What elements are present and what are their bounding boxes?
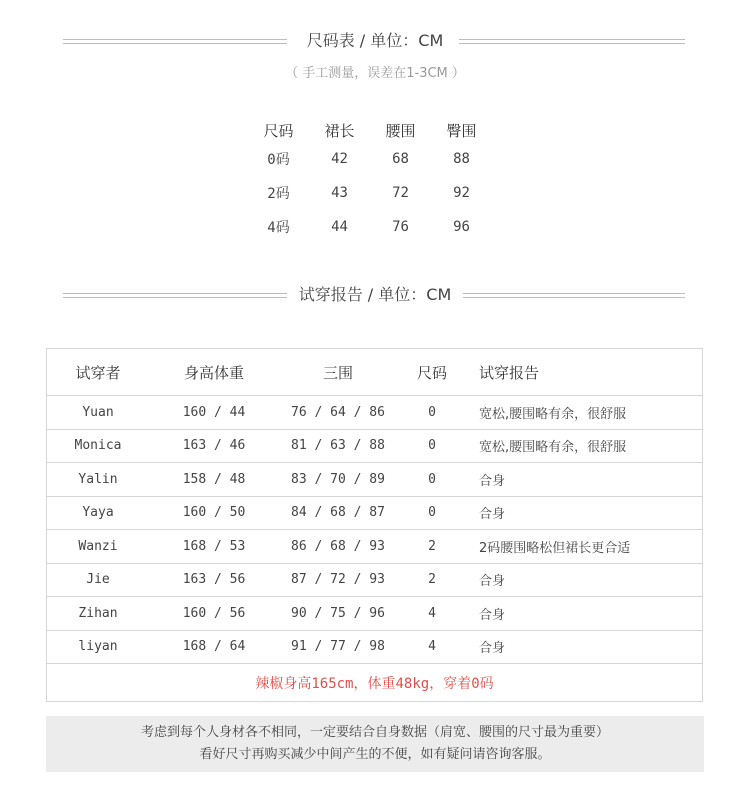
measurements: 91 / 77 / 98 bbox=[279, 630, 397, 664]
height-weight: 168 / 53 bbox=[149, 530, 279, 564]
height-weight: 168 / 64 bbox=[149, 630, 279, 664]
size-table bbox=[248, 118, 492, 244]
model-note: 辣椒身高165cm，体重48kg，穿着0码 bbox=[255, 676, 494, 692]
measurements: 83 / 70 / 89 bbox=[279, 463, 397, 497]
footer-line-1: 考虑到每个人身材各不相同，一定要结合自身数据（肩宽、腰围的尺寸最为重要） bbox=[140, 725, 609, 740]
measurements: 81 / 63 / 88 bbox=[279, 429, 397, 463]
tester-name: Yaya bbox=[47, 496, 149, 530]
size-chart-subtitle: （ 手工测量，误差在1-3CM ） bbox=[285, 66, 465, 81]
size-header-cell: 腰围 bbox=[385, 121, 416, 140]
size-cell: 4码 bbox=[267, 220, 290, 236]
size-chart-title-row bbox=[0, 30, 750, 54]
fit-header-size: 尺码 bbox=[397, 349, 467, 396]
size-cell: 96 bbox=[453, 219, 470, 235]
size-header-cell: 尺码 bbox=[263, 121, 294, 140]
size-header-cell: 臀围 bbox=[446, 121, 477, 140]
fit-report-title: 试穿报告 / 单位：CM bbox=[298, 285, 452, 304]
measurements: 76 / 64 / 86 bbox=[279, 396, 397, 430]
fit-report-table-box bbox=[46, 348, 703, 702]
fit-report-table bbox=[47, 349, 702, 664]
size-worn: 0 bbox=[397, 463, 467, 497]
size-worn: 0 bbox=[397, 429, 467, 463]
size-cell: 88 bbox=[453, 151, 470, 167]
height-weight: 163 / 56 bbox=[149, 563, 279, 597]
size-header-cell: 裙长 bbox=[324, 121, 355, 140]
tester-name: Jie bbox=[47, 563, 149, 597]
fit-comment: 合身 bbox=[467, 630, 702, 664]
fit-report-title-row bbox=[0, 284, 750, 308]
fit-table-row bbox=[47, 563, 702, 597]
size-table-row bbox=[248, 210, 492, 244]
fit-comment: 宽松,腰围略有余，很舒服 bbox=[467, 429, 702, 463]
tester-name: Yuan bbox=[47, 396, 149, 430]
footer-line-2: 看好尺寸再购买减少中间产生的不便，如有疑问请咨询客服。 bbox=[199, 747, 551, 762]
size-worn: 0 bbox=[397, 496, 467, 530]
size-table-header-row bbox=[248, 118, 492, 142]
fit-table-row bbox=[47, 496, 702, 530]
fit-table-row bbox=[47, 429, 702, 463]
fit-comment: 2码腰围略松但裙长更合适 bbox=[467, 530, 702, 564]
size-cell: 44 bbox=[331, 219, 348, 235]
height-weight: 163 / 46 bbox=[149, 429, 279, 463]
measurements: 87 / 72 / 93 bbox=[279, 563, 397, 597]
size-cell: 76 bbox=[392, 219, 409, 235]
measurements: 84 / 68 / 87 bbox=[279, 496, 397, 530]
height-weight: 158 / 48 bbox=[149, 463, 279, 497]
size-cell: 72 bbox=[392, 185, 409, 201]
measurements: 90 / 75 / 96 bbox=[279, 597, 397, 631]
tester-name: Yalin bbox=[47, 463, 149, 497]
fit-comment: 合身 bbox=[467, 597, 702, 631]
fit-comment: 合身 bbox=[467, 563, 702, 597]
size-table-row bbox=[248, 176, 492, 210]
tester-name: Monica bbox=[47, 429, 149, 463]
fit-table-row bbox=[47, 396, 702, 430]
tester-name: liyan bbox=[47, 630, 149, 664]
tester-name: Wanzi bbox=[47, 530, 149, 564]
fit-header-measurements: 三围 bbox=[279, 349, 397, 396]
size-cell: 92 bbox=[453, 185, 470, 201]
height-weight: 160 / 44 bbox=[149, 396, 279, 430]
footer-notice bbox=[46, 716, 704, 772]
measurements: 86 / 68 / 93 bbox=[279, 530, 397, 564]
fit-comment: 宽松,腰围略有余，很舒服 bbox=[467, 396, 702, 430]
size-worn: 2 bbox=[397, 530, 467, 564]
fit-table-row bbox=[47, 463, 702, 497]
size-chart-title: 尺码表 / 单位：CM bbox=[306, 31, 444, 50]
size-cell: 42 bbox=[331, 151, 348, 167]
size-worn: 4 bbox=[397, 630, 467, 664]
height-weight: 160 / 56 bbox=[149, 597, 279, 631]
size-worn: 4 bbox=[397, 597, 467, 631]
fit-table-header-row bbox=[47, 349, 702, 396]
fit-header-report: 试穿报告 bbox=[467, 349, 702, 396]
height-weight: 160 / 50 bbox=[149, 496, 279, 530]
fit-table-row bbox=[47, 630, 702, 664]
size-worn: 2 bbox=[397, 563, 467, 597]
fit-comment: 合身 bbox=[467, 463, 702, 497]
fit-comment: 合身 bbox=[467, 496, 702, 530]
size-cell: 0码 bbox=[267, 152, 290, 168]
size-cell: 43 bbox=[331, 185, 348, 201]
fit-table-row bbox=[47, 530, 702, 564]
size-cell: 68 bbox=[392, 151, 409, 167]
fit-table-row bbox=[47, 597, 702, 631]
size-table-row bbox=[248, 142, 492, 176]
tester-name: Zihan bbox=[47, 597, 149, 631]
size-worn: 0 bbox=[397, 396, 467, 430]
fit-header-tester: 试穿者 bbox=[47, 349, 149, 396]
fit-header-height-weight: 身高体重 bbox=[149, 349, 279, 396]
size-cell: 2码 bbox=[267, 186, 290, 202]
